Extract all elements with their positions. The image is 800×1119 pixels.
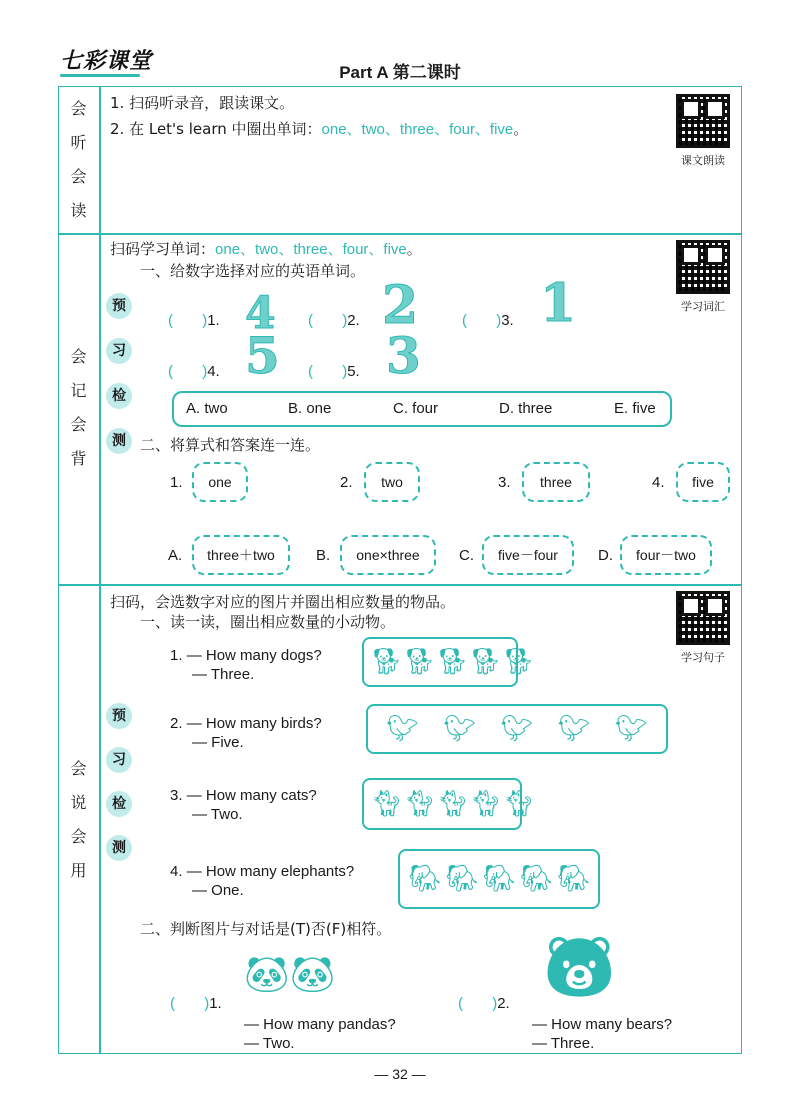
dog-icon[interactable]: 🐕︎: [469, 647, 503, 677]
s3-part2-title: 二、判断图片与对话是(T)否(F)相符。: [140, 920, 392, 938]
bird-icon[interactable]: 🐦︎: [443, 714, 477, 744]
section-divider-2: [58, 584, 742, 586]
side-tag-7: 检: [106, 791, 132, 817]
option-c: C. four: [393, 400, 439, 417]
judge2-question: — How many bears?: [532, 1016, 673, 1033]
answer-word-five[interactable]: five: [676, 462, 730, 502]
side-tag-4: 测: [106, 428, 132, 454]
s1-line1: 1. 扫码听录音，跟读课文。: [110, 94, 295, 112]
dogs-picture-box[interactable]: [362, 637, 536, 687]
section2-label: 会 记 会 背: [70, 347, 87, 468]
page-title: Part A 第二课时: [339, 63, 461, 82]
answer-word-three[interactable]: three: [522, 462, 590, 502]
s2-intro: 扫码学习单词：one、two、three、four、five。: [110, 240, 422, 258]
digit-picture-1: 1: [540, 273, 577, 334]
option-b: B. one: [288, 400, 332, 417]
elephant-icon[interactable]: 🐘︎: [408, 864, 442, 894]
option-a: A. two: [186, 400, 228, 417]
digit-picture-5: 5: [245, 326, 280, 385]
dog-icon[interactable]: 🐕︎: [502, 647, 536, 677]
cat-icon[interactable]: 🐈︎: [403, 789, 437, 819]
answer-blank-4[interactable]: ( )4.: [168, 363, 220, 380]
judge-blank-2[interactable]: ( )2.: [458, 995, 510, 1012]
page-number: — 32 —: [374, 1066, 426, 1082]
judge-blank-1[interactable]: ( )1.: [170, 995, 222, 1012]
bird-icon[interactable]: 🐦︎: [500, 714, 534, 744]
answer-no-4: 4.: [652, 474, 665, 491]
elephants-picture-box[interactable]: [398, 849, 600, 909]
qr-code-icon[interactable]: [676, 94, 730, 148]
section-divider-1: [58, 233, 742, 235]
equation-no-d: D.: [598, 547, 613, 564]
judge1-answer: — Two.: [244, 1035, 295, 1052]
digit-picture-4: 4: [245, 288, 276, 339]
bird-icon[interactable]: 🐦︎: [386, 714, 420, 744]
q4-answer: — One.: [192, 882, 244, 899]
side-tag-3: 检: [106, 383, 132, 409]
side-tag-6: 习: [106, 747, 132, 773]
qr-caption-3: 学习句子: [681, 651, 725, 664]
answer-blank-2[interactable]: ( )2.: [308, 312, 360, 329]
qr-caption-2: 学习词汇: [681, 300, 725, 313]
elephant-icon[interactable]: 🐘︎: [445, 864, 479, 894]
elephant-icon[interactable]: 🐘︎: [519, 864, 553, 894]
cat-icon[interactable]: 🐈︎: [502, 789, 536, 819]
s3-part1-title: 一、读一读，圈出相应数量的小动物。: [140, 613, 396, 631]
qr-code-icon[interactable]: [676, 240, 730, 294]
answer-blank-3[interactable]: ( )3.: [462, 312, 514, 329]
equation-c[interactable]: five－four: [482, 535, 574, 575]
bird-icon[interactable]: 🐦︎: [557, 714, 591, 744]
answer-no-2: 2.: [340, 474, 353, 491]
q3-answer: — Two.: [192, 806, 243, 823]
side-tag-2: 习: [106, 338, 132, 364]
section1-label: 会 听 会 读: [70, 99, 87, 220]
cat-icon[interactable]: 🐈︎: [370, 789, 404, 819]
s3-intro: 扫码，会选数字对应的图片并圈出相应数量的物品。: [110, 593, 456, 611]
s1-words: one、two、three、four、five: [321, 121, 514, 138]
qr-code-icon[interactable]: [676, 591, 730, 645]
q2-answer: — Five.: [192, 734, 244, 751]
panda-icon: 🐼︎🐼︎: [244, 955, 336, 996]
brand-logo: 七彩课堂: [60, 48, 153, 74]
option-d: D. three: [499, 400, 553, 417]
equation-no-b: B.: [316, 547, 331, 564]
q1-answer: — Three.: [192, 666, 255, 683]
label-column-divider: [99, 86, 101, 1054]
elephant-icon[interactable]: 🐘︎: [556, 864, 590, 894]
elephant-icon[interactable]: 🐘︎: [482, 864, 516, 894]
q2-line: 2. — How many birds?: [170, 715, 322, 732]
equation-no-c: C.: [459, 547, 474, 564]
q1-line: 1. — How many dogs?: [170, 647, 322, 664]
side-tag-8: 测: [106, 835, 132, 861]
answer-blank-1[interactable]: ( )1.: [168, 312, 220, 329]
bear-icon: 🐻︎: [540, 930, 619, 1003]
dog-icon[interactable]: 🐕︎: [436, 647, 470, 677]
s2-part1-title: 一、给数字选择对应的英语单词。: [140, 262, 366, 280]
cat-icon[interactable]: 🐈︎: [436, 789, 470, 819]
equation-b[interactable]: one×three: [340, 535, 436, 575]
answer-word-one[interactable]: one: [192, 462, 248, 502]
section3-label: 会 说 会 用: [70, 759, 87, 880]
bird-icon[interactable]: 🐦︎: [614, 714, 648, 744]
judge1-question: — How many pandas?: [244, 1016, 396, 1033]
digit-picture-3: 3: [386, 326, 421, 385]
cats-picture-box[interactable]: [362, 778, 536, 830]
equation-d[interactable]: four－two: [620, 535, 712, 575]
q4-line: 4. — How many elephants?: [170, 863, 355, 880]
cat-icon[interactable]: 🐈︎: [469, 789, 503, 819]
side-tag-5: 预: [106, 703, 132, 729]
answer-no-3: 3.: [498, 474, 511, 491]
equation-no-a: A.: [168, 547, 183, 564]
answer-blank-5[interactable]: ( )5.: [308, 363, 360, 380]
equation-a[interactable]: three＋two: [192, 535, 290, 575]
answer-word-two[interactable]: two: [364, 462, 420, 502]
answer-no-1: 1.: [170, 474, 183, 491]
s1-line2: 2. 在 Let's learn 中圈出单词：one、two、three、four、five。: [110, 120, 529, 138]
option-e: E. five: [614, 400, 656, 417]
s2-part2-title: 二、将算式和答案连一连。: [140, 436, 321, 454]
dog-icon[interactable]: 🐕︎: [370, 647, 404, 677]
q3-line: 3. — How many cats?: [170, 787, 317, 804]
birds-picture-box[interactable]: [366, 704, 668, 754]
qr-caption-1: 课文朗读: [681, 154, 725, 167]
side-tag-1: 预: [106, 293, 132, 319]
judge2-answer: — Three.: [532, 1035, 595, 1052]
dog-icon[interactable]: 🐕︎: [403, 647, 437, 677]
digit-picture-2: 2: [382, 275, 419, 336]
